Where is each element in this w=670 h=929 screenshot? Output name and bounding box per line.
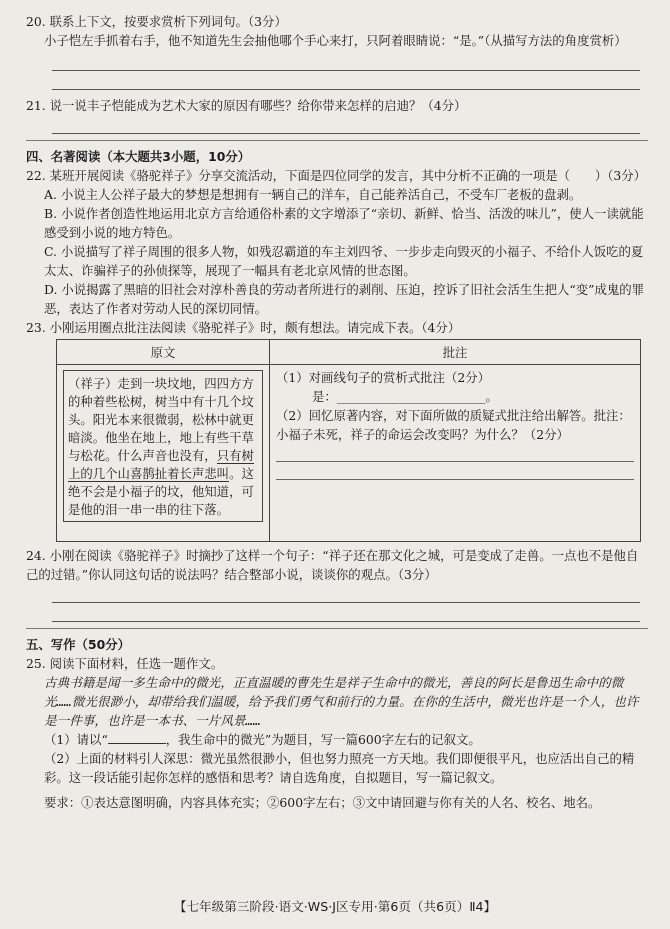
q25-material: 古典书籍是闻一多生命中的微光，正直温暖的曹先生是祥子生命中的微光，善良的阿长是鲁迅生命中的微光……微光很渺小，却带给我们温暖，给予我们勇气和前行的力量。在你的生活中，微光也许是一个人，也许是一件事，也许是一本书、一片风景…… xyxy=(44,675,639,728)
q23-table xyxy=(56,339,641,542)
q20-quote: 小子恺左手抓着右手，他不知道先生会抽他哪个手心来打，只阿着眼睛说：“是。”（从描写方法的角度赏析） xyxy=(44,33,627,48)
divider xyxy=(26,628,648,629)
annotation-1: （1）对画线句子的赏析式批注（2分） xyxy=(276,370,491,385)
divider xyxy=(26,140,648,141)
q25-stem: 25. 阅读下面材料，任选一题作文。 xyxy=(26,656,224,671)
underlined-sentence: 只有树上的几个山喜鹊扯着长声悲叫 xyxy=(68,448,254,481)
q21-stem: 21. 说一说丰子恺能成为艺术大家的原因有哪些？给你带来怎样的启迪？（4分） xyxy=(26,98,467,113)
answer-line[interactable] xyxy=(52,117,640,134)
answer-line[interactable] xyxy=(52,586,640,603)
answer-line[interactable] xyxy=(276,446,634,462)
annotation-2: （2）回忆原著内容，对下面所做的质疑式批注给出解答。批注：小福子未死，祥子的命运会改变吗？为什么？（2分） xyxy=(276,408,631,442)
answer-line[interactable] xyxy=(52,73,640,90)
col-original: 原文 xyxy=(57,340,270,365)
annotation-1-answer[interactable]: 是：________________________。 xyxy=(312,389,498,404)
answer-line[interactable] xyxy=(52,605,640,622)
q22-option-b: B. 小说作者创造性地运用北京方言给通俗朴素的文字增添了“亲切、新鲜、恰当、活泼的味儿”，使人一读就能感受到小说的地方特色。 xyxy=(44,206,644,240)
q22-stem: 22. 某班开展阅读《骆驼祥子》分享交流活动，下面是四位同学的发言，其中分析不正确的一项是（ ）（3分） xyxy=(26,168,647,183)
answer-line[interactable] xyxy=(52,54,640,71)
q25-option-1: （1）请以“ ，我生命中的微光”为题目，写一篇600字左右的记叙文。 xyxy=(44,732,481,747)
col-annotation: 批注 xyxy=(270,340,641,365)
original-text: （祥子）走到一块坟地，四四方方的种着些松树，树当中有十几个坟头。阳光本来很微弱，松林中就更暗淡。他坐在地上，地上有些干草与松花。什么声音也没有，只有树上的几个山喜鹊扯着长声悲叫。这绝不会是小福子的坟，他知道，可是他的泪一串一串的往下落。 xyxy=(63,370,263,522)
q25-requirements: 要求：①表达意图明确，内容具体充实；②600字左右；③文中请回避与你有关的人名、校名、地名。 xyxy=(44,795,601,810)
q22-option-d: D. 小说揭露了黑暗的旧社会对淳朴善良的劳动者所进行的剥削、压迫，控诉了旧社会活生生把人“变”成鬼的罪恶，表达了作者对劳动人民的深切同情。 xyxy=(44,282,645,316)
q24-stem: 24. 小刚在阅读《骆驼祥子》时摘抄了这样一个句子：“祥子还在那文化之城，可是变成了走兽。一点也不是他自己的过错。”你认同这句话的说法吗？结合整部小说，谈谈你的观点。（3分） xyxy=(26,548,639,582)
answer-line[interactable] xyxy=(276,464,634,480)
q22-option-a: A. 小说主人公祥子最大的梦想是想拥有一辆自己的洋车，自己能养活自己，不受车厂老板的盘剥。 xyxy=(44,187,582,202)
page-footer: 【七年级第三阶段·语文·WS·J区专用·第6页（共6页）Ⅱ4】 xyxy=(173,899,497,914)
q20-stem: 20. 联系上下文，按要求赏析下列词句。（3分） xyxy=(26,14,287,29)
section5-heading: 五、写作（50分） xyxy=(26,637,130,652)
q22-option-c: C. 小说描写了祥子周围的很多人物，如残忍霸道的车主刘四爷、一步步走向毁灭的小福子、不给仆人饭吃的夏太太、诈骗祥子的孙侦探等，展现了一幅具有老北京风情的世态图。 xyxy=(44,244,644,278)
q23-stem: 23. 小刚运用圈点批注法阅读《骆驼祥子》时，颇有想法。请完成下表。（4分） xyxy=(26,320,461,335)
section4-heading: 四、名著阅读（本大题共3小题，10分） xyxy=(26,149,251,164)
title-blank[interactable] xyxy=(108,731,166,744)
q25-option-2: （2）上面的材料引人深思：微光虽然很渺小，但也努力照亮一方天地。我们即便很平凡，也应活出自己的精彩。这一段话能引起你怎样的感悟和思考？请自选角度，自拟题目，写一篇记叙文。 xyxy=(44,751,635,785)
